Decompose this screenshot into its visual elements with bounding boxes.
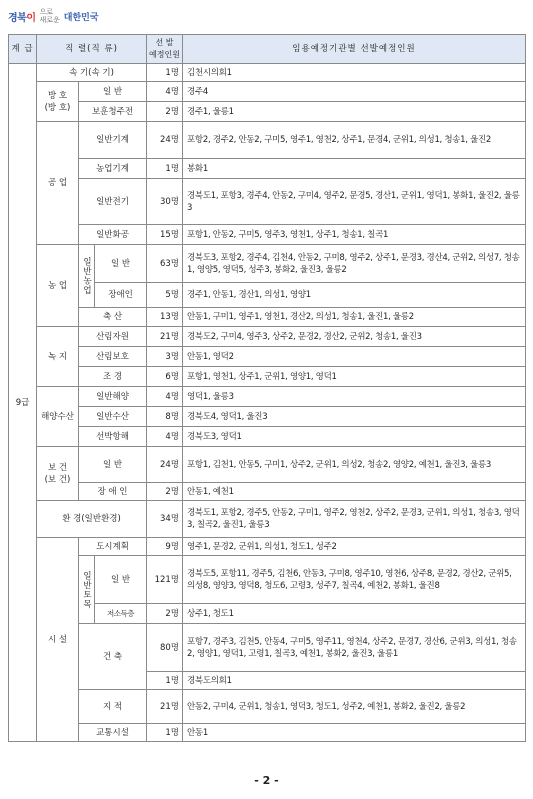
job-cell: 환 경(일반환경) (37, 501, 147, 538)
count-cell: 13명 (147, 308, 183, 327)
table-row (9, 624, 526, 672)
detail-cell: 경북도4, 영덕1, 울진3 (183, 407, 526, 427)
sub2-cell: 장애인 (95, 283, 147, 308)
detail-cell: 경북도5, 포항11, 경주5, 김천6, 안동3, 구미8, 영주10, 영천6, 상주8, 문경2, 경산2, 군위5, 의성8, 영양3, 영덕8, 청도6, 고령3, 성주7, 칠곡4, 예천2, 봉화1, 울진8 (183, 556, 526, 604)
count-cell: 1명 (147, 672, 183, 690)
table-row (9, 407, 526, 427)
header-job: 직 렬(직 류) (37, 35, 147, 64)
sub-cell: 산림자원 (79, 327, 147, 347)
sub-cell: 선박항해 (79, 427, 147, 447)
group-cell: 시 설 (37, 538, 79, 742)
table-row (9, 327, 526, 347)
count-cell: 15명 (147, 225, 183, 245)
detail-cell: 봉화1 (183, 159, 526, 179)
count-cell: 63명 (147, 245, 183, 283)
table-row (9, 82, 526, 102)
sub2-cell: 일 반 (95, 245, 147, 283)
count-cell: 121명 (147, 556, 183, 604)
count-cell: 4명 (147, 387, 183, 407)
table-row (9, 102, 526, 122)
gyeongbuk-logo (8, 6, 99, 26)
detail-cell: 경북도2, 구미4, 영주3, 상주2, 문경2, 경산2, 군위2, 청송1, 울진3 (183, 327, 526, 347)
count-cell: 2명 (147, 483, 183, 501)
detail-cell: 김천시의회1 (183, 64, 526, 82)
table-row (9, 308, 526, 327)
count-cell: 9명 (147, 538, 183, 556)
table-row (9, 447, 526, 483)
count-cell: 8명 (147, 407, 183, 427)
sub-cell: 교통시설 (79, 724, 147, 742)
detail-cell: 포항1, 김천1, 안동5, 구미1, 상주2, 군위1, 의성2, 청송2, 영양2, 예천1, 울진3, 울릉3 (183, 447, 526, 483)
count-cell: 21명 (147, 690, 183, 724)
sub-cell: 도시계획 (79, 538, 147, 556)
table-row (9, 367, 526, 387)
detail-cell: 안동2, 구미4, 군위1, 청송1, 영덕3, 청도1, 성주2, 예천1, 봉화2, 울진2, 울릉2 (183, 690, 526, 724)
count-cell: 80명 (147, 624, 183, 672)
sub-cell: 일반토목 (79, 556, 95, 624)
sub-cell: 조 경 (79, 367, 147, 387)
page-number: - 2 - (254, 774, 279, 787)
sub-cell: 일반해양 (79, 387, 147, 407)
detail-cell: 포항1, 영천1, 상주1, 군위1, 영양1, 영덕1 (183, 367, 526, 387)
table-row (9, 724, 526, 742)
group-cell: 보 건 (보 건) (37, 447, 79, 501)
table-row (9, 159, 526, 179)
detail-cell: 포항1, 안동2, 구미5, 영주3, 영천1, 상주1, 청송1, 칠곡1 (183, 225, 526, 245)
count-cell: 4명 (147, 427, 183, 447)
sub-cell: 지 적 (79, 690, 147, 724)
sub2-cell: 일 반 (95, 556, 147, 604)
group-cell: 농 업 (37, 245, 79, 327)
table-row (9, 501, 526, 538)
detail-cell: 포항7, 경주3, 김천5, 안동4, 구미5, 영주11, 영천4, 상주2, 문경7, 경산6, 군위3, 의성1, 청송2, 영양1, 영덕1, 고령1, 칠곡3, 예천1, 봉화2, 울진3, 울릉1 (183, 624, 526, 672)
detail-cell: 경북도의회1 (183, 672, 526, 690)
group-cell: 녹 지 (37, 327, 79, 387)
detail-cell: 경주1, 안동1, 경산1, 의성1, 영양1 (183, 283, 526, 308)
job-cell: 속 기(속 기) (37, 64, 147, 82)
detail-cell: 안동1 (183, 724, 526, 742)
group-cell: 방 호 (방 호) (37, 82, 79, 122)
table-row (9, 427, 526, 447)
table-row (9, 245, 526, 283)
table-header-row (9, 35, 526, 64)
sub-cell: 건 축 (79, 624, 147, 690)
count-cell: 4명 (147, 82, 183, 102)
group-cell: 공 업 (37, 122, 79, 245)
count-cell: 3명 (147, 347, 183, 367)
table-row (9, 556, 526, 604)
count-cell: 21명 (147, 327, 183, 347)
logo-mark: 경북이 (8, 12, 36, 24)
table-row (9, 538, 526, 556)
sub-cell: 일반농업 (79, 245, 95, 308)
detail-cell: 경주1, 울릉1 (183, 102, 526, 122)
detail-cell: 경북도1, 포항3, 경주4, 안동2, 구미4, 영주2, 문경5, 경산1, 군위1, 영덕1, 봉화1, 울진2, 울릉3 (183, 179, 526, 225)
table-row (9, 690, 526, 724)
table-row (9, 225, 526, 245)
count-cell: 30명 (147, 179, 183, 225)
count-cell: 1명 (147, 159, 183, 179)
sub-cell: 일반수산 (79, 407, 147, 427)
detail-cell: 포항2, 경주2, 안동2, 구미5, 영주1, 영천2, 상주1, 문경4, 군위1, 의성1, 청송1, 울진2 (183, 122, 526, 159)
sub-cell: 일 반 (79, 82, 147, 102)
sub-cell: 보훈청주전 (79, 102, 147, 122)
logo-country: 대한민국 (63, 12, 99, 23)
detail-cell: 영덕1, 울릉3 (183, 387, 526, 407)
detail-cell: 경북도3, 영덕1 (183, 427, 526, 447)
grade-cell: 9급 (9, 64, 37, 742)
count-cell: 2명 (147, 102, 183, 122)
sub2-cell: 저소득층 (95, 604, 147, 624)
detail-cell: 경북도1, 포항2, 경주5, 안동2, 구미1, 영주2, 영천2, 상주2, 문경3, 군위1, 의성1, 청송3, 영덕3, 칠곡2, 울진1, 울릉3 (183, 501, 526, 538)
detail-cell: 안동1, 영덕2 (183, 347, 526, 367)
count-cell: 6명 (147, 367, 183, 387)
recruitment-table (8, 34, 526, 742)
detail-cell: 안동1, 구미1, 영주1, 영천1, 경산2, 의성1, 청송1, 울진1, 울릉2 (183, 308, 526, 327)
sub-cell: 장 애 인 (79, 483, 147, 501)
table-row (9, 483, 526, 501)
sub-cell: 일반전기 (79, 179, 147, 225)
count-cell: 24명 (147, 122, 183, 159)
table-row (9, 387, 526, 407)
detail-cell: 영주1, 문경2, 군위1, 의성1, 청도1, 성주2 (183, 538, 526, 556)
table-row (9, 122, 526, 159)
detail-cell: 경북도3, 포항2, 경주4, 김천4, 안동2, 구미8, 영주2, 상주1, 문경3, 경산4, 군위2, 의성7, 청송1, 영양5, 영덕5, 성주3, 봉화2, 울진3, 울릉2 (183, 245, 526, 283)
sub-cell: 일반화공 (79, 225, 147, 245)
table-row (9, 347, 526, 367)
sub-cell: 농업기계 (79, 159, 147, 179)
count-cell: 24명 (147, 447, 183, 483)
sub-cell: 일 반 (79, 447, 147, 483)
detail-cell: 안동1, 예천1 (183, 483, 526, 501)
table-row (9, 179, 526, 225)
header-count: 선 발 예정인원 (147, 35, 183, 64)
detail-cell: 경주4 (183, 82, 526, 102)
count-cell: 1명 (147, 724, 183, 742)
count-cell: 1명 (147, 64, 183, 82)
header-grade: 계 급 (9, 35, 37, 64)
sub-cell: 일반기계 (79, 122, 147, 159)
count-cell: 5명 (147, 283, 183, 308)
logo-sub: 으로 새로운 (39, 8, 60, 24)
group-cell: 해양수산 (37, 387, 79, 447)
sub-cell: 축 산 (79, 308, 147, 327)
table-row (9, 64, 526, 82)
sub-cell: 산림보호 (79, 347, 147, 367)
count-cell: 34명 (147, 501, 183, 538)
count-cell: 2명 (147, 604, 183, 624)
detail-cell: 상주1, 청도1 (183, 604, 526, 624)
header-detail: 임용예정기관별 선발예정인원 (183, 35, 526, 64)
